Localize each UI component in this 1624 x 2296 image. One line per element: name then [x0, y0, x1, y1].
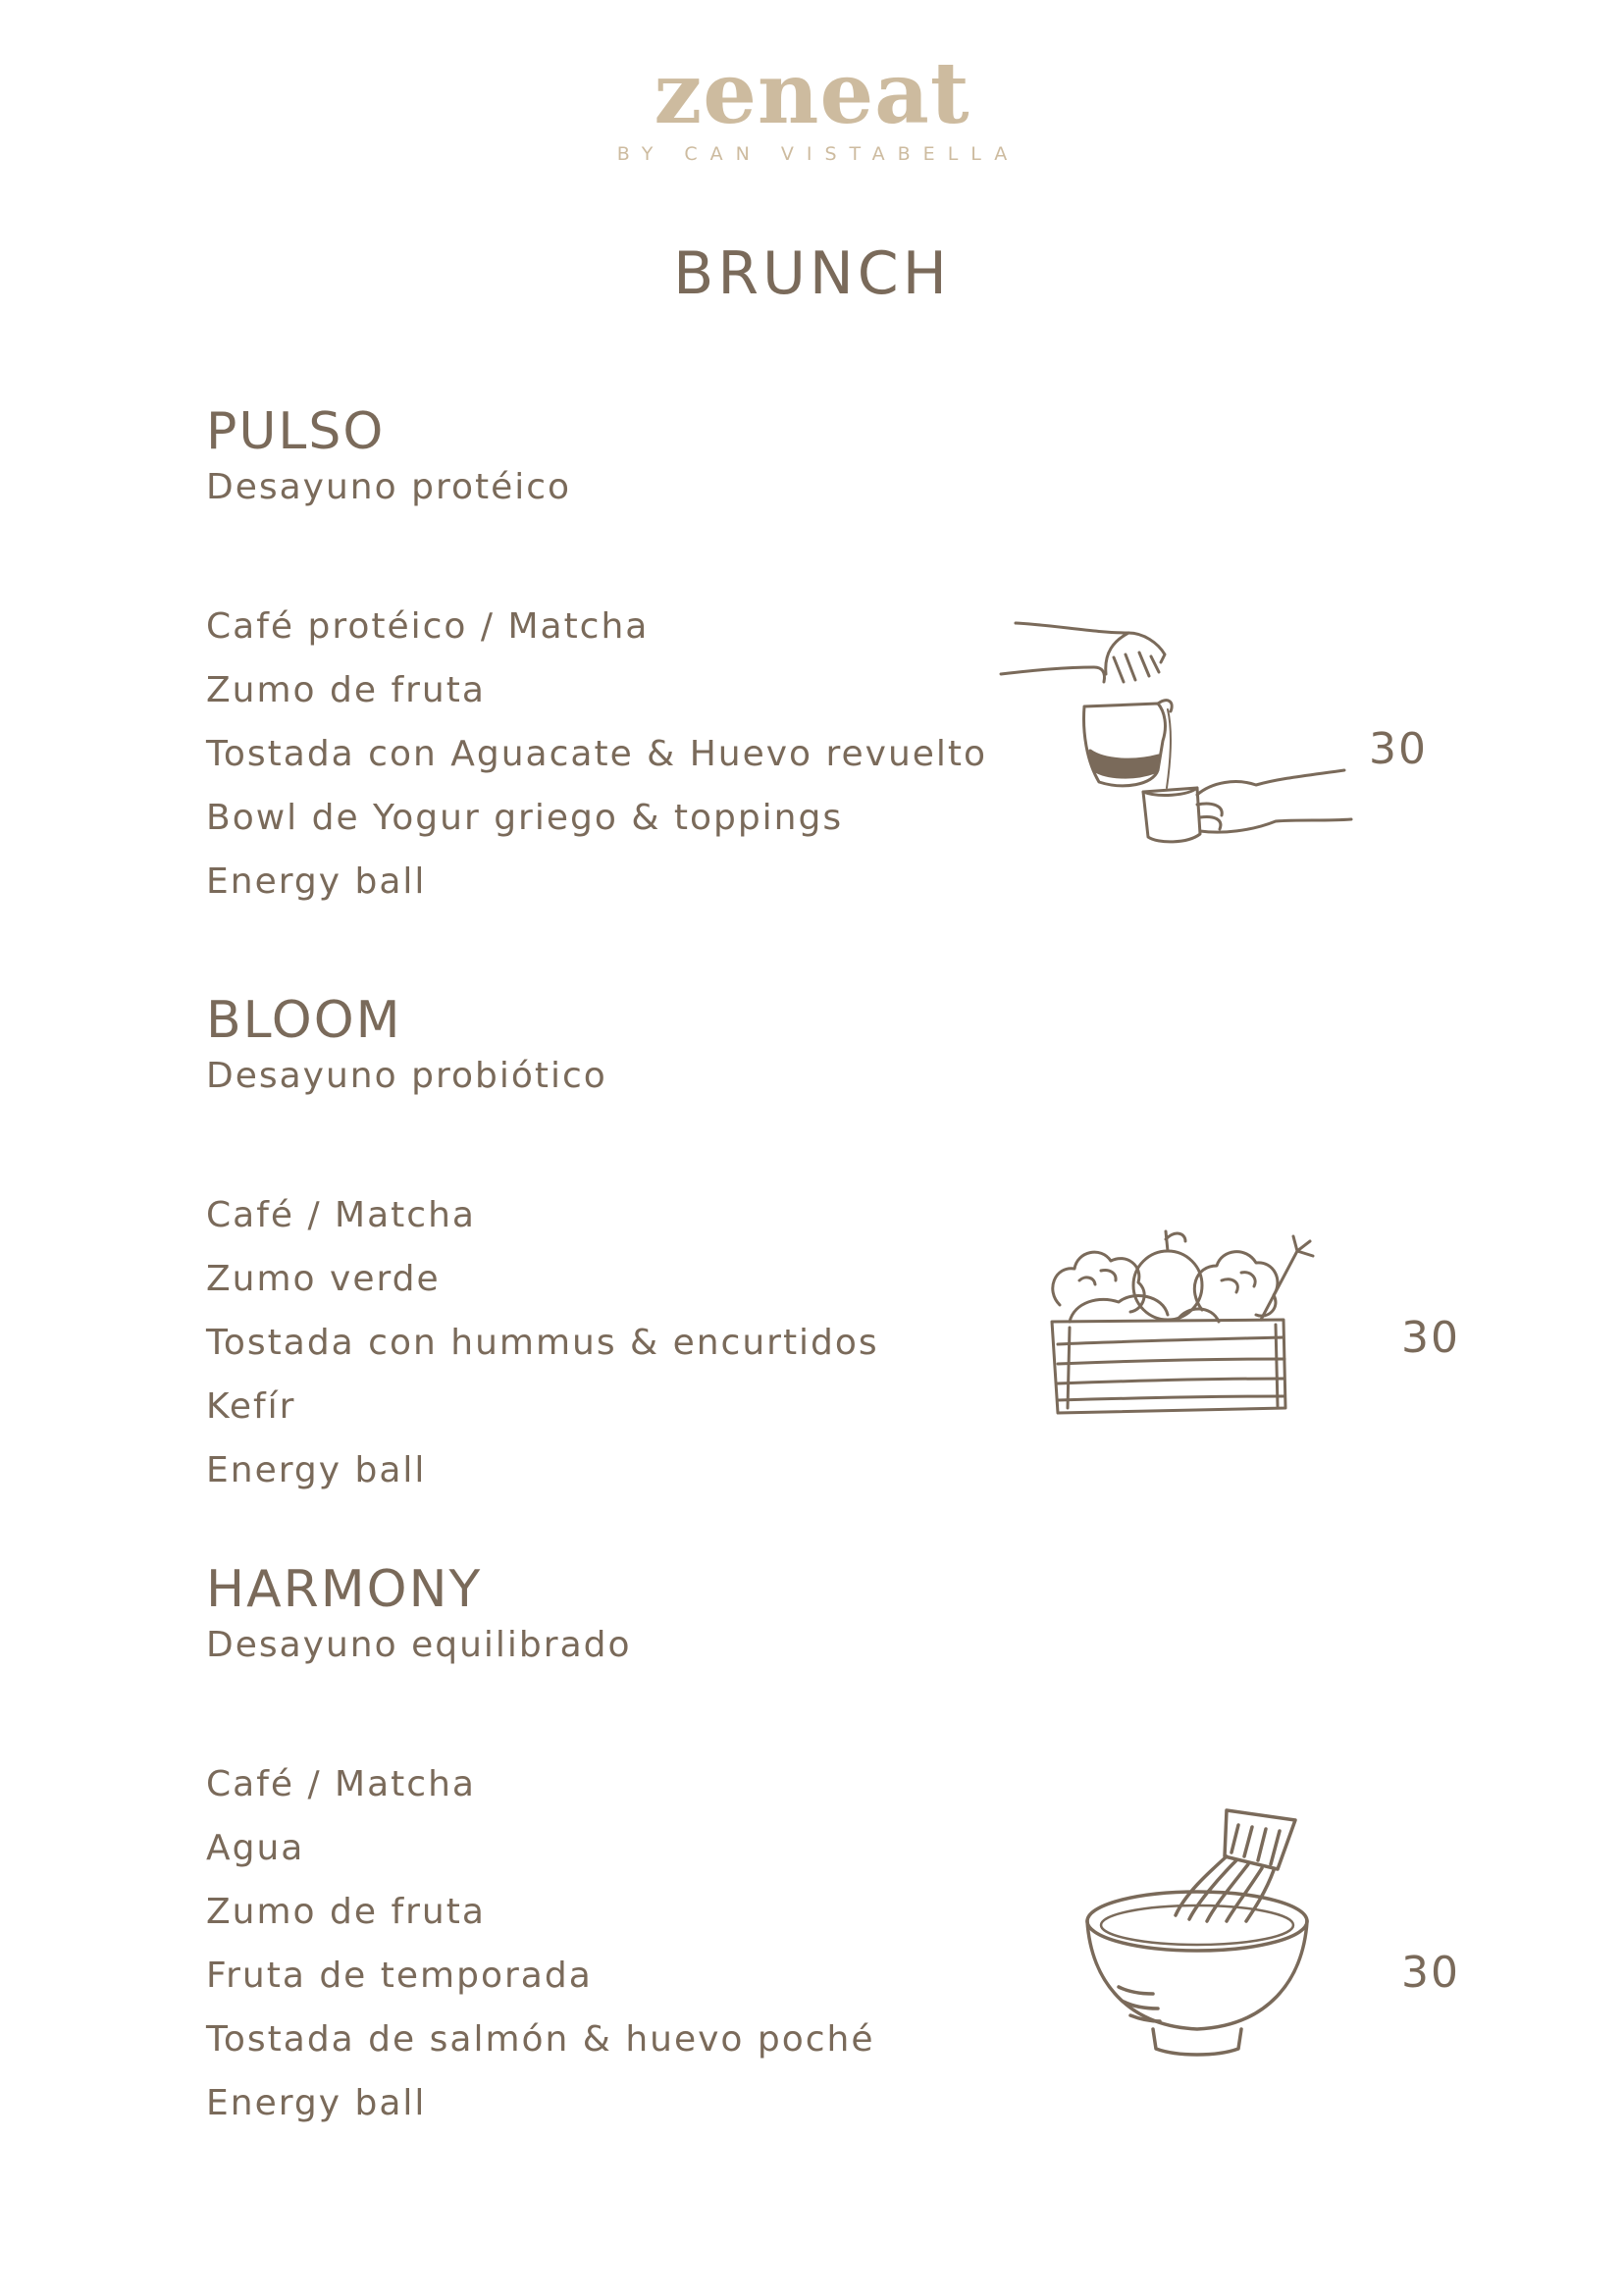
brand-logo	[0, 44, 1624, 165]
list-item: Café / Matcha	[206, 1195, 476, 1235]
list-item: Zumo verde	[206, 1259, 441, 1299]
menu-description: Desayuno protéico	[206, 467, 572, 507]
menu-description: Desayuno probiótico	[206, 1056, 607, 1096]
list-item: Agua	[206, 1828, 305, 1868]
vegetable-crate-icon	[1040, 1212, 1325, 1428]
menu-price: 30	[1401, 1948, 1460, 1998]
list-item: Café protéico / Matcha	[206, 606, 650, 647]
logo-wordmark	[0, 44, 1624, 143]
pouring-coffee-icon	[996, 613, 1369, 859]
brand-name: zeneat	[654, 44, 970, 143]
list-item: Café / Matcha	[206, 1764, 476, 1804]
list-item: Energy ball	[206, 861, 427, 902]
menu-items	[206, 1183, 879, 1502]
list-item: Kefír	[206, 1386, 296, 1427]
menu-items	[206, 595, 987, 913]
list-item: Fruta de temporada	[206, 1956, 593, 1996]
list-item: Tostada de salmón & huevo poché	[206, 2019, 875, 2060]
page-title: BRUNCH	[673, 239, 951, 308]
list-item: Energy ball	[206, 2083, 427, 2123]
list-item: Tostada con hummus & encurtidos	[206, 1323, 879, 1363]
menu-name: HARMONY	[206, 1560, 483, 1619]
menu-description: Desayuno equilibrado	[206, 1625, 632, 1665]
list-item: Energy ball	[206, 1450, 427, 1490]
list-item: Tostada con Aguacate & Huevo revuelto	[206, 734, 988, 774]
menu-harmony	[206, 1560, 875, 2135]
logo-tagline: BY CAN VISTABELLA	[616, 143, 1021, 165]
list-item: Zumo de fruta	[206, 670, 486, 710]
menu-price: 30	[1401, 1313, 1460, 1363]
matcha-bowl-icon	[1070, 1796, 1325, 2070]
menu-name: PULSO	[206, 402, 386, 461]
menu-bloom	[206, 991, 879, 1502]
menu-name: BLOOM	[206, 991, 402, 1050]
list-item: Zumo de fruta	[206, 1892, 486, 1932]
menu-pulso	[206, 402, 987, 913]
menu-items	[206, 1752, 875, 2135]
menu-price: 30	[1369, 724, 1428, 774]
list-item: Bowl de Yogur griego & toppings	[206, 798, 844, 838]
